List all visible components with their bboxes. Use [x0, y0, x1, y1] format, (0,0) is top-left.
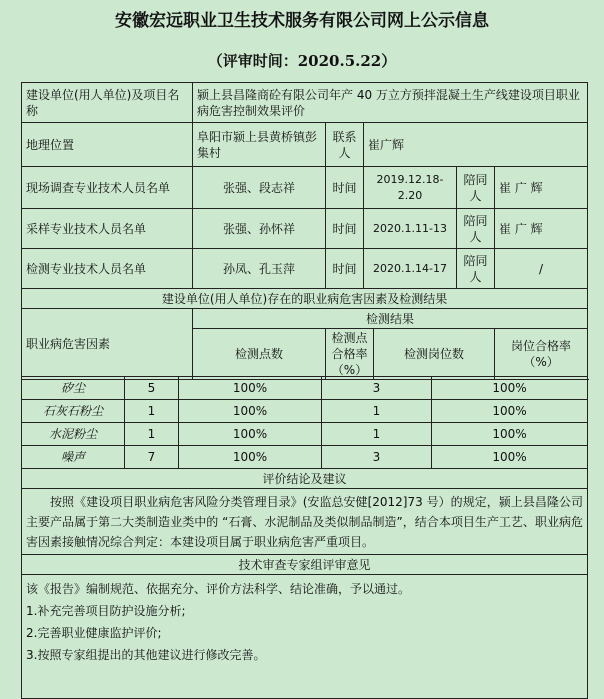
staff-row: [22, 167, 588, 209]
page-title: 安徽宏远职业卫生技术服务有限公司网上公示信息: [115, 11, 489, 31]
staff-companion-label: 陪同人: [457, 167, 495, 209]
unit-label: 建设单位(用人单位)及项目名称: [22, 83, 193, 123]
results-header: 检测结果: [193, 309, 588, 329]
hazard-point-rate: 100%: [179, 377, 322, 400]
review-body: [22, 575, 588, 699]
table-row: [22, 400, 588, 423]
project-row: [22, 83, 588, 123]
hazard-results-table: [21, 376, 588, 699]
hazard-point-rate: 100%: [179, 400, 322, 423]
hazard-section-title: 建设单位(用人单位)存在的职业病危害因素及检测结果: [22, 289, 588, 309]
staff-names: 孙凤、孔玉萍: [193, 249, 326, 289]
conclusion-title: 评价结论及建议: [22, 469, 588, 489]
hazard-post-rate: 100%: [432, 446, 588, 469]
table-row: [22, 446, 588, 469]
review-row: [22, 575, 588, 699]
hazard-points: 7: [125, 446, 179, 469]
col-posts: 检测岗位数: [374, 329, 495, 380]
hazard-posts: 1: [322, 423, 432, 446]
factor-header: 职业病危害因素: [22, 309, 193, 380]
review-header-row: [22, 555, 588, 575]
review-item: 3.按照专家组提出的其他建议进行修改完善。: [26, 648, 266, 662]
staff-names: 张强、段志祥: [193, 167, 326, 209]
staff-companion: 崔 广 辉: [495, 167, 588, 209]
staff-companion-label: 陪同人: [457, 249, 495, 289]
staff-row: [22, 209, 588, 249]
contact-value: 崔广辉: [364, 123, 588, 167]
conclusion-row: [22, 489, 588, 555]
hazard-header-row: [22, 309, 588, 329]
col-points: 检测点数: [193, 329, 326, 380]
staff-time-label: 时间: [326, 167, 364, 209]
hazard-posts: 1: [322, 400, 432, 423]
location-value: 阜阳市颍上县黄桥镇彭集村: [193, 123, 326, 167]
staff-time-label: 时间: [326, 249, 364, 289]
location-label: 地理位置: [22, 123, 193, 167]
staff-companion: /: [495, 249, 588, 289]
hazard-posts: 3: [322, 377, 432, 400]
review-item: 1.补充完善项目防护设施分析;: [26, 604, 186, 618]
hazard-post-rate: 100%: [432, 377, 588, 400]
location-row: [22, 123, 588, 167]
hazard-post-rate: 100%: [432, 423, 588, 446]
review-date: （评审时间：2020.5.22）: [207, 52, 397, 70]
hazard-factor: 水泥粉尘: [22, 423, 125, 446]
hazard-factor: 噪声: [22, 446, 125, 469]
staff-label: 现场调查专业技术人员名单: [22, 167, 193, 209]
conclusion-header-row: [22, 469, 588, 489]
conclusion-text: 按照《建设项目职业病危害风险分类管理目录》(安监总安健[2012]73 号）的规定，颍上县昌隆公司主要产品属于第二大类制造业类中的 “石膏、水泥制品及类似制品制造”，结合本项目生产工艺、职业病危害因素接触情况综合判定：本建设项目属于职业病危害严重项目。: [22, 489, 588, 555]
hazard-post-rate: 100%: [432, 400, 588, 423]
hazard-points: 1: [125, 400, 179, 423]
review-title: 技术审查专家组评审意见: [22, 555, 588, 575]
unit-value: 颍上县昌隆商砼有限公司年产 40 万立方预拌混凝土生产线建设项目职业病危害控制效果评价: [193, 83, 588, 123]
staff-time: 2019.12.18-2.20: [364, 167, 457, 209]
staff-companion-label: 陪同人: [457, 209, 495, 249]
staff-row: [22, 249, 588, 289]
hazard-points: 5: [125, 377, 179, 400]
staff-companion: 崔 广 辉: [495, 209, 588, 249]
staff-time-label: 时间: [326, 209, 364, 249]
staff-time: 2020.1.11-13: [364, 209, 457, 249]
staff-label: 检测专业技术人员名单: [22, 249, 193, 289]
table-row: [22, 377, 588, 400]
disclosure-table: [21, 82, 588, 380]
staff-time: 2020.1.14-17: [364, 249, 457, 289]
staff-label: 采样专业技术人员名单: [22, 209, 193, 249]
hazard-factor: 矽尘: [22, 377, 125, 400]
staff-names: 张强、孙怀祥: [193, 209, 326, 249]
hazard-section-header: [22, 289, 588, 309]
hazard-factor: 石灰石粉尘: [22, 400, 125, 423]
col-post-rate: 岗位合格率（%）: [495, 329, 588, 380]
review-intro: 该《报告》编制规范、依据充分、评价方法科学、结论准确，予以通过。: [26, 582, 411, 596]
col-point-rate: 检测点合格率（%）: [326, 329, 374, 380]
hazard-posts: 3: [322, 446, 432, 469]
review-item: 2.完善职业健康监护评价;: [26, 626, 162, 640]
table-row: [22, 423, 588, 446]
hazard-points: 1: [125, 423, 179, 446]
hazard-point-rate: 100%: [179, 423, 322, 446]
contact-label: 联系人: [326, 123, 364, 167]
hazard-point-rate: 100%: [179, 446, 322, 469]
